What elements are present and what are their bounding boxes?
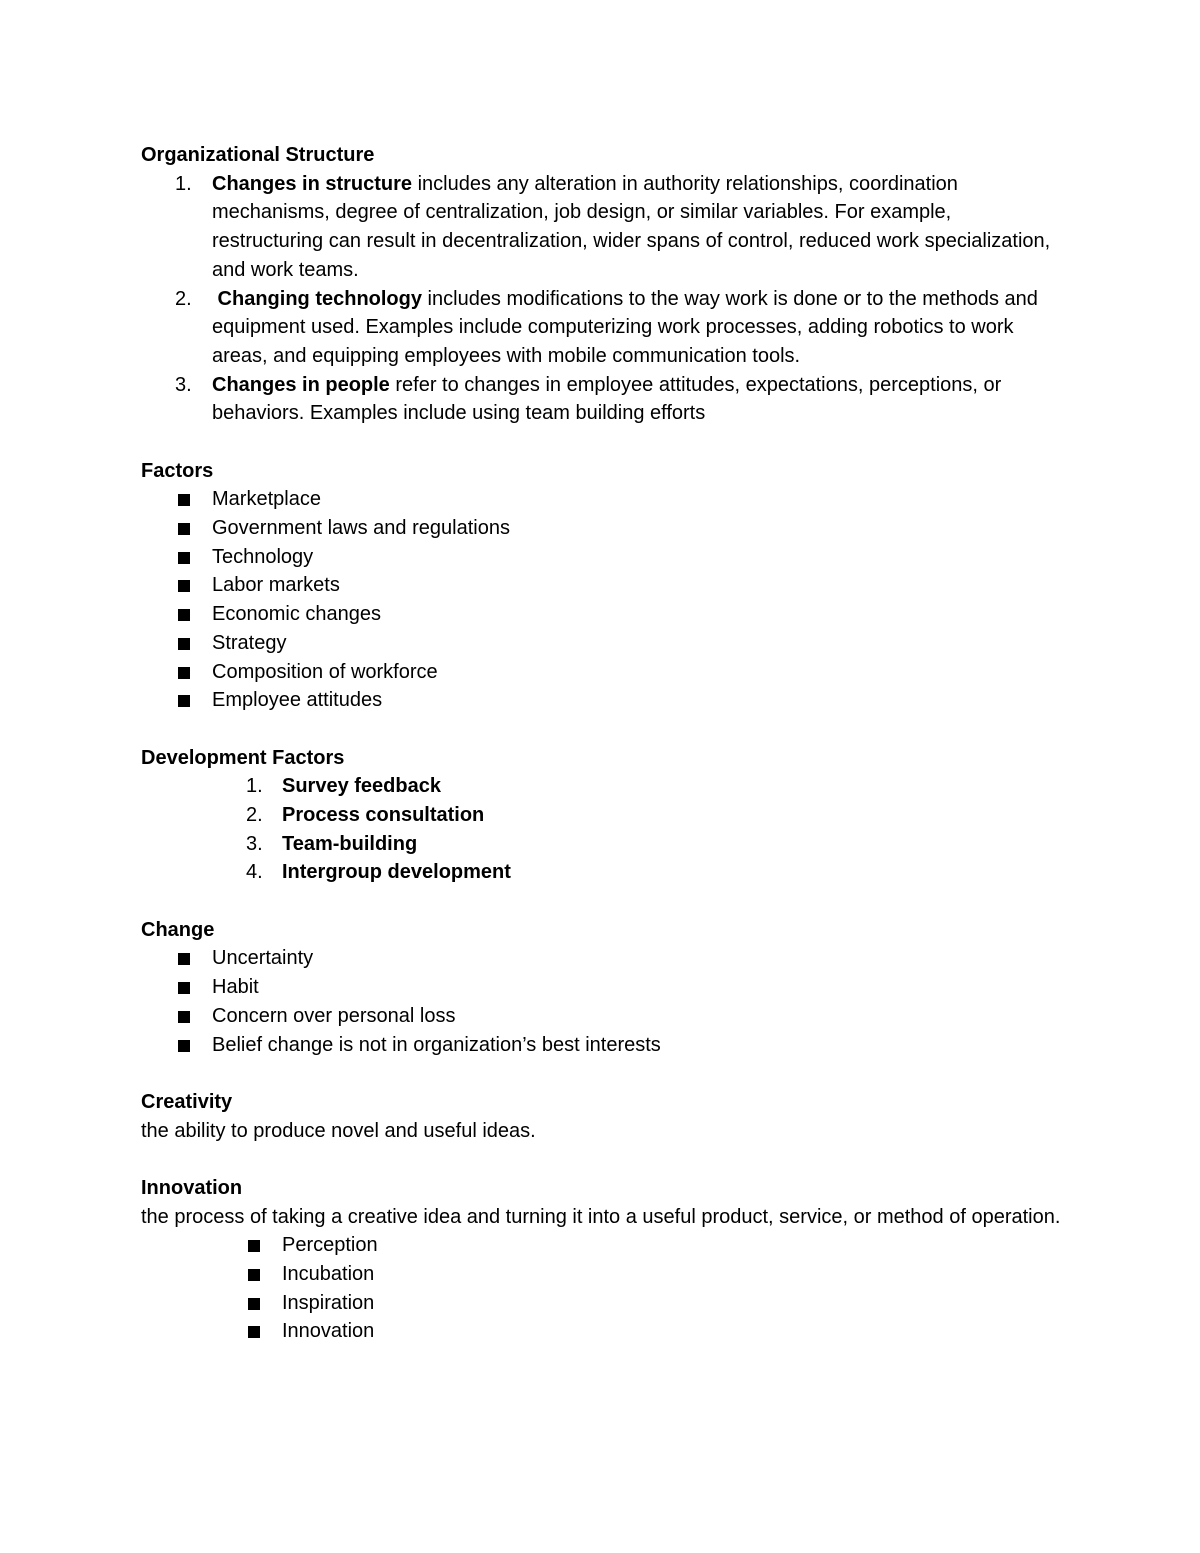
development-factors-heading: Development Factors xyxy=(141,746,345,769)
development-factors-list xyxy=(141,772,1061,887)
factors-section xyxy=(141,457,1061,715)
square-bullet-icon xyxy=(248,1326,260,1338)
list-item xyxy=(141,658,1061,687)
list-item xyxy=(141,973,1061,1002)
square-bullet-icon xyxy=(178,609,190,621)
innovation-definition: the process of taking a creative idea and turning it into a useful product, service, or method of operation. xyxy=(141,1205,1061,1228)
list-item-text: refer to changes in employee attitudes, expectations, perceptions, or behaviors. Examples include using team building efforts xyxy=(212,373,1002,425)
list-item xyxy=(141,686,1061,715)
list-item xyxy=(141,944,1061,973)
factors-list xyxy=(141,485,1061,715)
list-number: 3. xyxy=(246,832,263,855)
list-number: 4. xyxy=(246,861,263,884)
list-item-text: includes any alteration in authority relationships, coordination mechanisms, degree of centralization, job design, or similar variables. For example, restructuring can result in decentralization, wider spans of control, reduced work specialization, and work teams. xyxy=(212,172,1051,281)
square-bullet-icon xyxy=(178,638,190,650)
list-item-text: Technology xyxy=(212,545,314,568)
square-bullet-icon xyxy=(178,982,190,994)
document-page xyxy=(141,141,1061,1346)
list-item xyxy=(141,1002,1061,1031)
square-bullet-icon xyxy=(178,953,190,965)
list-item-term: Changes in people xyxy=(212,373,390,396)
square-bullet-icon xyxy=(178,1011,190,1023)
square-bullet-icon xyxy=(178,667,190,679)
list-item-text: includes modifications to the way work is done or to the methods and equipment used. Examples include computerizing work processes, adding robotics to work areas, and equipping employees with mobile communication tools. xyxy=(212,287,1038,367)
list-item-term: Changing technology xyxy=(212,287,422,310)
list-item-text: Marketplace xyxy=(212,488,321,511)
list-item-text: Economic changes xyxy=(212,603,381,626)
square-bullet-icon xyxy=(178,1040,190,1052)
change-heading: Change xyxy=(141,918,215,941)
development-factors-section xyxy=(141,744,1061,888)
list-number: 3. xyxy=(175,373,192,396)
list-item xyxy=(141,1231,1061,1260)
list-item-text: Team-building xyxy=(282,832,418,855)
list-item-text: Strategy xyxy=(212,631,287,654)
list-number: 1. xyxy=(175,172,192,195)
change-section xyxy=(141,916,1061,1059)
square-bullet-icon xyxy=(178,695,190,707)
list-item xyxy=(141,629,1061,658)
factors-heading: Factors xyxy=(141,459,214,482)
creativity-definition: the ability to produce novel and useful ideas. xyxy=(141,1119,536,1142)
list-item-text: Habit xyxy=(212,976,259,999)
list-item-text: Process consultation xyxy=(282,803,485,826)
list-item xyxy=(141,1031,1061,1060)
list-item-text: Composition of workforce xyxy=(212,660,438,683)
creativity-section xyxy=(141,1088,1061,1145)
square-bullet-icon xyxy=(248,1240,260,1252)
list-item xyxy=(141,600,1061,629)
square-bullet-icon xyxy=(178,580,190,592)
list-number: 2. xyxy=(175,287,192,310)
list-item-text: Survey feedback xyxy=(282,775,441,798)
innovation-heading: Innovation xyxy=(141,1176,243,1199)
org-structure-list xyxy=(141,170,1061,428)
innovation-section xyxy=(141,1174,1061,1346)
list-item xyxy=(141,858,1061,887)
list-item xyxy=(141,371,1061,428)
list-item xyxy=(141,1289,1061,1318)
list-item-text: Incubation xyxy=(282,1263,375,1286)
list-number: 1. xyxy=(246,775,263,798)
list-item xyxy=(141,801,1061,830)
list-item-text: Employee attitudes xyxy=(212,689,383,712)
square-bullet-icon xyxy=(178,523,190,535)
list-item xyxy=(141,543,1061,572)
list-item-text: Perception xyxy=(282,1234,378,1257)
list-item-text: Uncertainty xyxy=(212,947,314,970)
square-bullet-icon xyxy=(178,552,190,564)
innovation-list xyxy=(141,1231,1061,1346)
square-bullet-icon xyxy=(248,1298,260,1310)
list-item xyxy=(141,285,1061,371)
list-item-text: Labor markets xyxy=(212,574,340,597)
creativity-heading: Creativity xyxy=(141,1090,233,1113)
list-item xyxy=(141,1317,1061,1346)
org-structure-section xyxy=(141,141,1061,428)
list-item-text: Intergroup development xyxy=(282,861,511,884)
list-item-text: Government laws and regulations xyxy=(212,517,510,540)
square-bullet-icon xyxy=(178,494,190,506)
list-item-term: Changes in structure xyxy=(212,172,413,195)
list-item xyxy=(141,772,1061,801)
square-bullet-icon xyxy=(248,1269,260,1281)
list-item xyxy=(141,1260,1061,1289)
list-number: 2. xyxy=(246,803,263,826)
list-item-text: Innovation xyxy=(282,1320,375,1343)
list-item xyxy=(141,571,1061,600)
list-item xyxy=(141,485,1061,514)
org-structure-heading: Organizational Structure xyxy=(141,144,375,166)
list-item-text: Inspiration xyxy=(282,1291,375,1314)
list-item-text: Belief change is not in organization’s best interests xyxy=(212,1033,661,1056)
list-item-text: Concern over personal loss xyxy=(212,1004,456,1027)
list-item xyxy=(141,514,1061,543)
list-item xyxy=(141,170,1061,285)
change-list xyxy=(141,944,1061,1059)
list-item xyxy=(141,830,1061,859)
